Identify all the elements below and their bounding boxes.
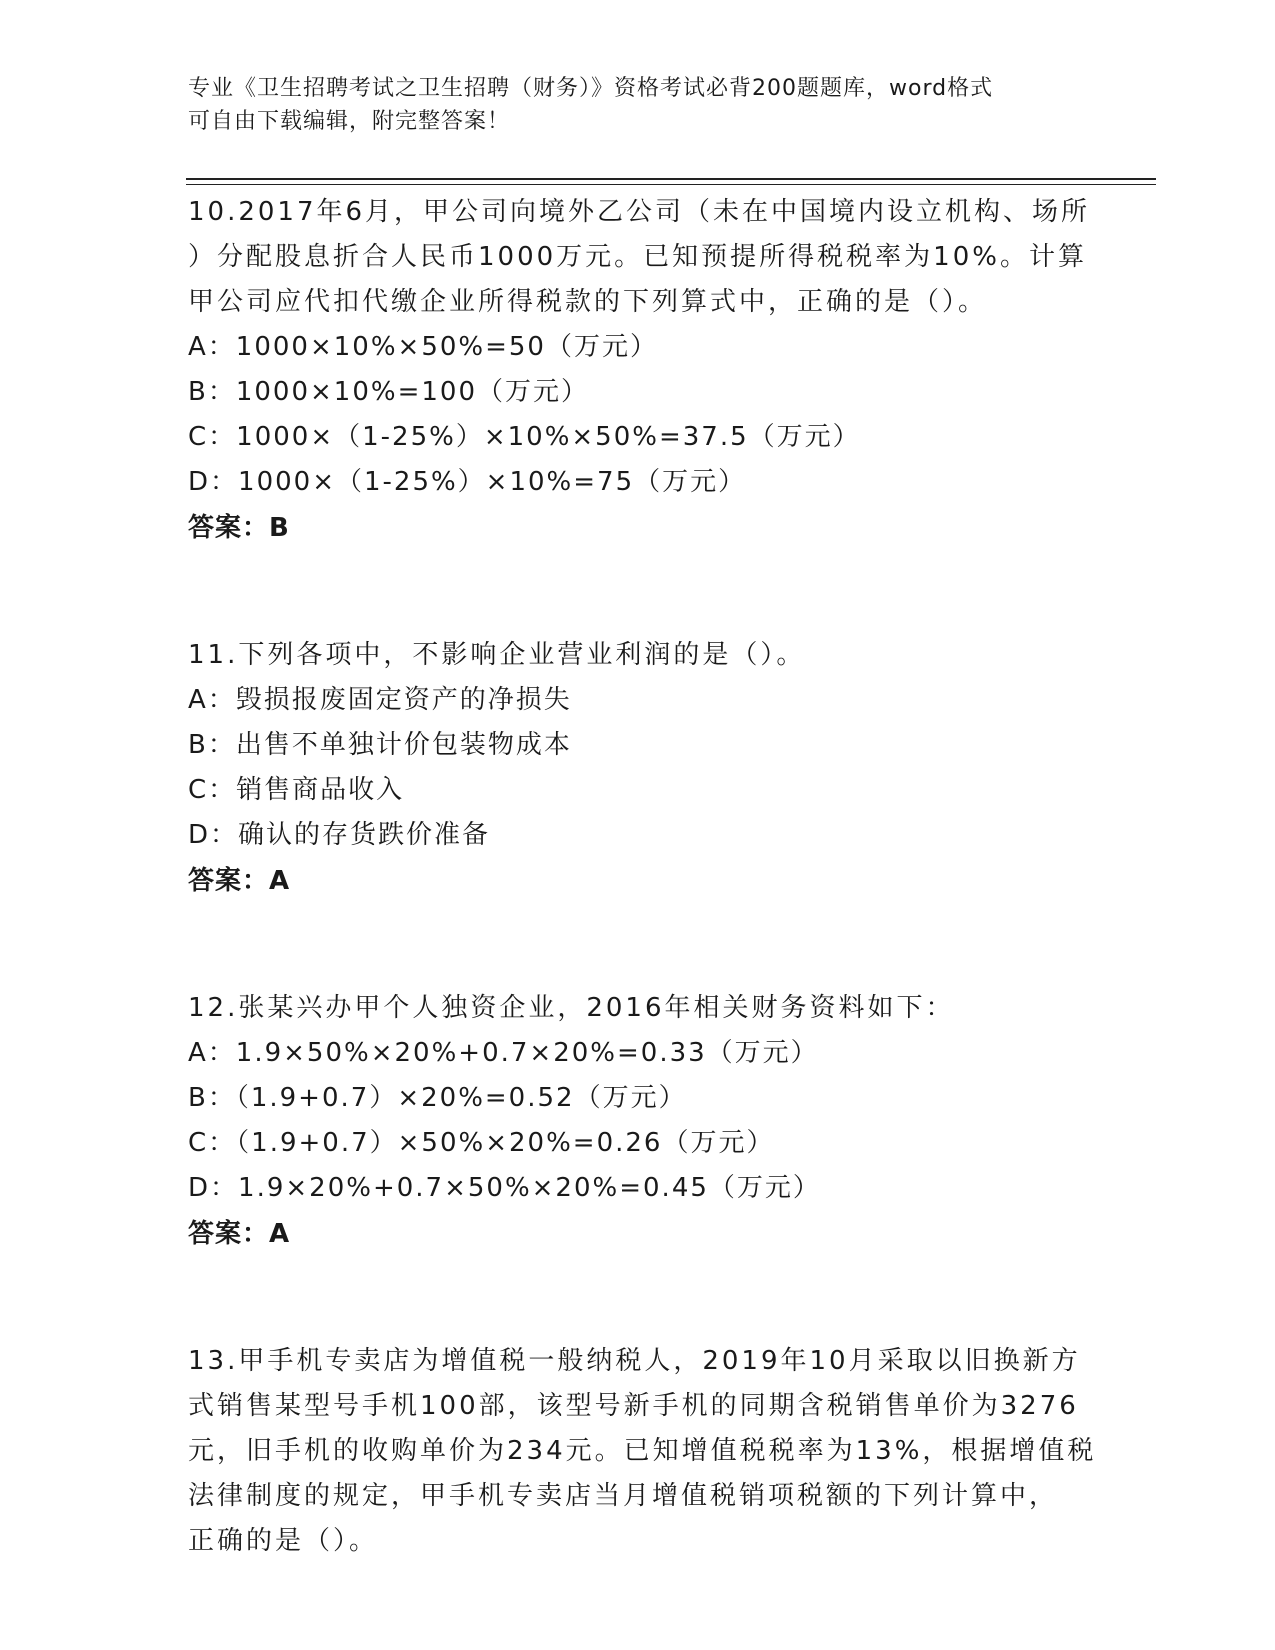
- option-c: C：（1.9+0.7）×50%×20%=0.26（万元）: [188, 1128, 775, 1158]
- question-stem-line: 元，旧手机的收购单价为234元。已知增值税税率为13%，根据增值税: [188, 1436, 1097, 1466]
- question-stem-line: 甲公司应代扣代缴企业所得税款的下列算式中，正确的是（）。: [188, 287, 988, 317]
- option-a: A：1000×10%×50%=50（万元）: [188, 332, 658, 362]
- question-11: [188, 633, 1088, 904]
- question-stem-line: 11.下列各项中，不影响企业营业利润的是（）。: [188, 640, 806, 670]
- question-stem-line: ）分配股息折合人民币1000万元。已知预提所得税税率为10%。计算: [188, 242, 1087, 272]
- header-title-line-1: 专业《卫生招聘考试之卫生招聘（财务）》资格考试必背200题题库，word格式: [188, 76, 994, 101]
- document-header: [188, 72, 1088, 138]
- option-a: A：毁损报废固定资产的净损失: [188, 685, 572, 715]
- option-d: D：确认的存货跌价准备: [188, 820, 491, 850]
- option-c: C：1000×（1-25%）×10%×50%=37.5（万元）: [188, 422, 861, 452]
- question-list: [188, 190, 1097, 1564]
- option-b: B：（1.9+0.7）×20%=0.52（万元）: [188, 1083, 687, 1113]
- question-stem-line: 式销售某型号手机100部，该型号新手机的同期含税销售单价为3276: [188, 1391, 1079, 1421]
- option-b: B：出售不单独计价包装物成本: [188, 730, 572, 760]
- answer-label: 答案：A: [188, 866, 291, 896]
- question-12: [188, 986, 1088, 1257]
- question-stem-line: 13.甲手机专卖店为增值税一般纳税人，2019年10月采取以旧换新方: [188, 1346, 1081, 1376]
- option-d: D：1000×（1-25%）×10%=75（万元）: [188, 467, 747, 497]
- answer-label: 答案：B: [188, 513, 290, 543]
- option-c: C：销售商品收入: [188, 775, 405, 805]
- option-a: A：1.9×50%×20%+0.7×20%=0.33（万元）: [188, 1038, 819, 1068]
- option-b: B：1000×10%=100（万元）: [188, 377, 589, 407]
- question-stem-line: 12.张某兴办甲个人独资企业，2016年相关财务资料如下：: [188, 993, 955, 1023]
- question-stem-line: 法律制度的规定，甲手机专卖店当月增值税销项税额的下列计算中，: [188, 1481, 1059, 1511]
- question-stem-line: 正确的是（）。: [188, 1526, 379, 1556]
- question-10: [188, 190, 1091, 551]
- header-divider-thin: [186, 184, 1156, 185]
- question-13: [188, 1339, 1097, 1564]
- option-d: D：1.9×20%+0.7×50%×20%=0.45（万元）: [188, 1173, 821, 1203]
- answer-label: 答案：A: [188, 1219, 291, 1249]
- header-title-line-2: 可自由下载编辑，附完整答案！: [188, 109, 511, 134]
- question-stem-line: 10.2017年6月，甲公司向境外乙公司（未在中国境内设立机构、场所: [188, 197, 1091, 227]
- header-divider-thick: [186, 178, 1156, 180]
